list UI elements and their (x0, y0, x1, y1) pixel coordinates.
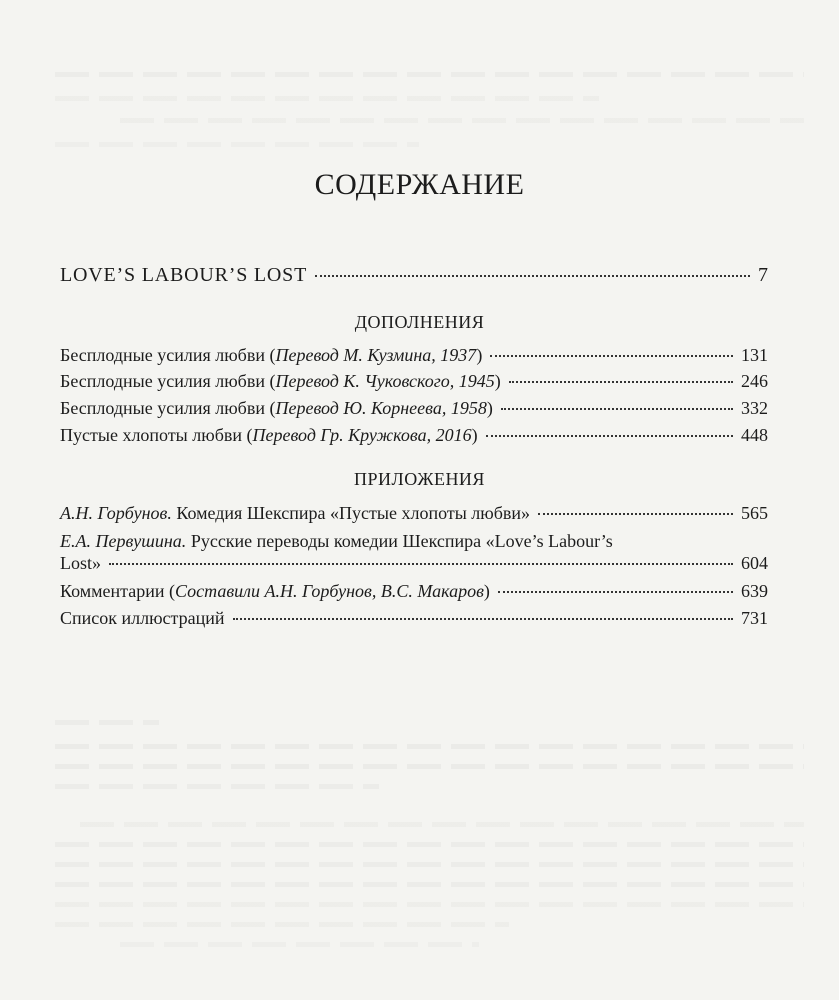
toc-entry[interactable] (60, 397, 768, 419)
show-through-text (55, 902, 804, 907)
show-through-text (55, 882, 804, 887)
page-number: 604 (741, 553, 768, 573)
dot-leader (498, 590, 733, 593)
page-number: 332 (741, 398, 768, 418)
toc-entry-label-line2: Lost» (60, 553, 102, 573)
toc-entry[interactable] (60, 607, 768, 629)
toc-entry[interactable] (60, 552, 768, 574)
dot-leader (315, 274, 750, 277)
show-through-text (55, 142, 419, 147)
show-through-text (120, 118, 804, 123)
show-through-text (55, 862, 804, 867)
dot-leader (109, 562, 733, 565)
page-number: 448 (741, 425, 768, 445)
toc-entry[interactable] (60, 344, 768, 366)
show-through-text (55, 842, 804, 847)
toc-entry-label-line1: Е.А. Первушина. Русские переводы комедии Шекспира «Love’s Labour’s (60, 531, 613, 551)
toc-entry-label: А.Н. Горбунов. Комедия Шекспира «Пустые хлопоты любви» (60, 503, 531, 523)
toc-entry-label: Комментарии (Составили А.Н. Горбунов, В.С. Макаров) (60, 581, 490, 601)
dot-leader (490, 354, 733, 357)
toc-main-entry[interactable] (60, 264, 768, 286)
toc-entry[interactable] (60, 502, 768, 524)
dot-leader (509, 380, 733, 383)
page-number: 639 (741, 581, 768, 601)
toc-entry-label: Бесплодные усилия любви (Перевод К. Чуковского, 1945) (60, 371, 501, 391)
dot-leader (486, 434, 733, 437)
dot-leader (538, 512, 733, 515)
page-number: 565 (741, 503, 768, 523)
toc-entry[interactable] (60, 424, 768, 446)
show-through-text (55, 922, 509, 927)
page-number: 131 (741, 345, 768, 365)
dot-leader (233, 617, 733, 620)
show-through-text (120, 942, 479, 947)
show-through-text (55, 96, 599, 101)
show-through-text (55, 72, 804, 77)
toc-entry[interactable] (60, 370, 768, 392)
toc-entry-label: LOVE’S LABOUR’S LOST (60, 264, 308, 286)
toc-entry-label: Список иллюстраций (60, 608, 225, 628)
page-number: 731 (741, 608, 768, 628)
show-through-text (55, 784, 379, 789)
show-through-text (55, 764, 804, 769)
page-number: 246 (741, 371, 768, 391)
dot-leader (501, 407, 733, 410)
toc-entry[interactable] (60, 580, 768, 602)
toc-entry-label: Бесплодные усилия любви (Перевод Ю. Корнеева, 1958) (60, 398, 493, 418)
page-number: 7 (758, 264, 768, 286)
toc-entry-label: Бесплодные усилия любви (Перевод М. Кузмина, 1937) (60, 345, 483, 365)
show-through-text (55, 744, 804, 749)
page-title: СОДЕРЖАНИЕ (314, 168, 525, 201)
toc-entry-label: Пустые хлопоты любви (Перевод Гр. Кружкова, 2016) (60, 425, 478, 445)
show-through-text (80, 822, 804, 827)
section-heading-supplements: ДОПОЛНЕНИЯ (354, 312, 485, 332)
section-heading-appendices: ПРИЛОЖЕНИЯ (354, 469, 485, 489)
show-through-text (55, 720, 159, 725)
